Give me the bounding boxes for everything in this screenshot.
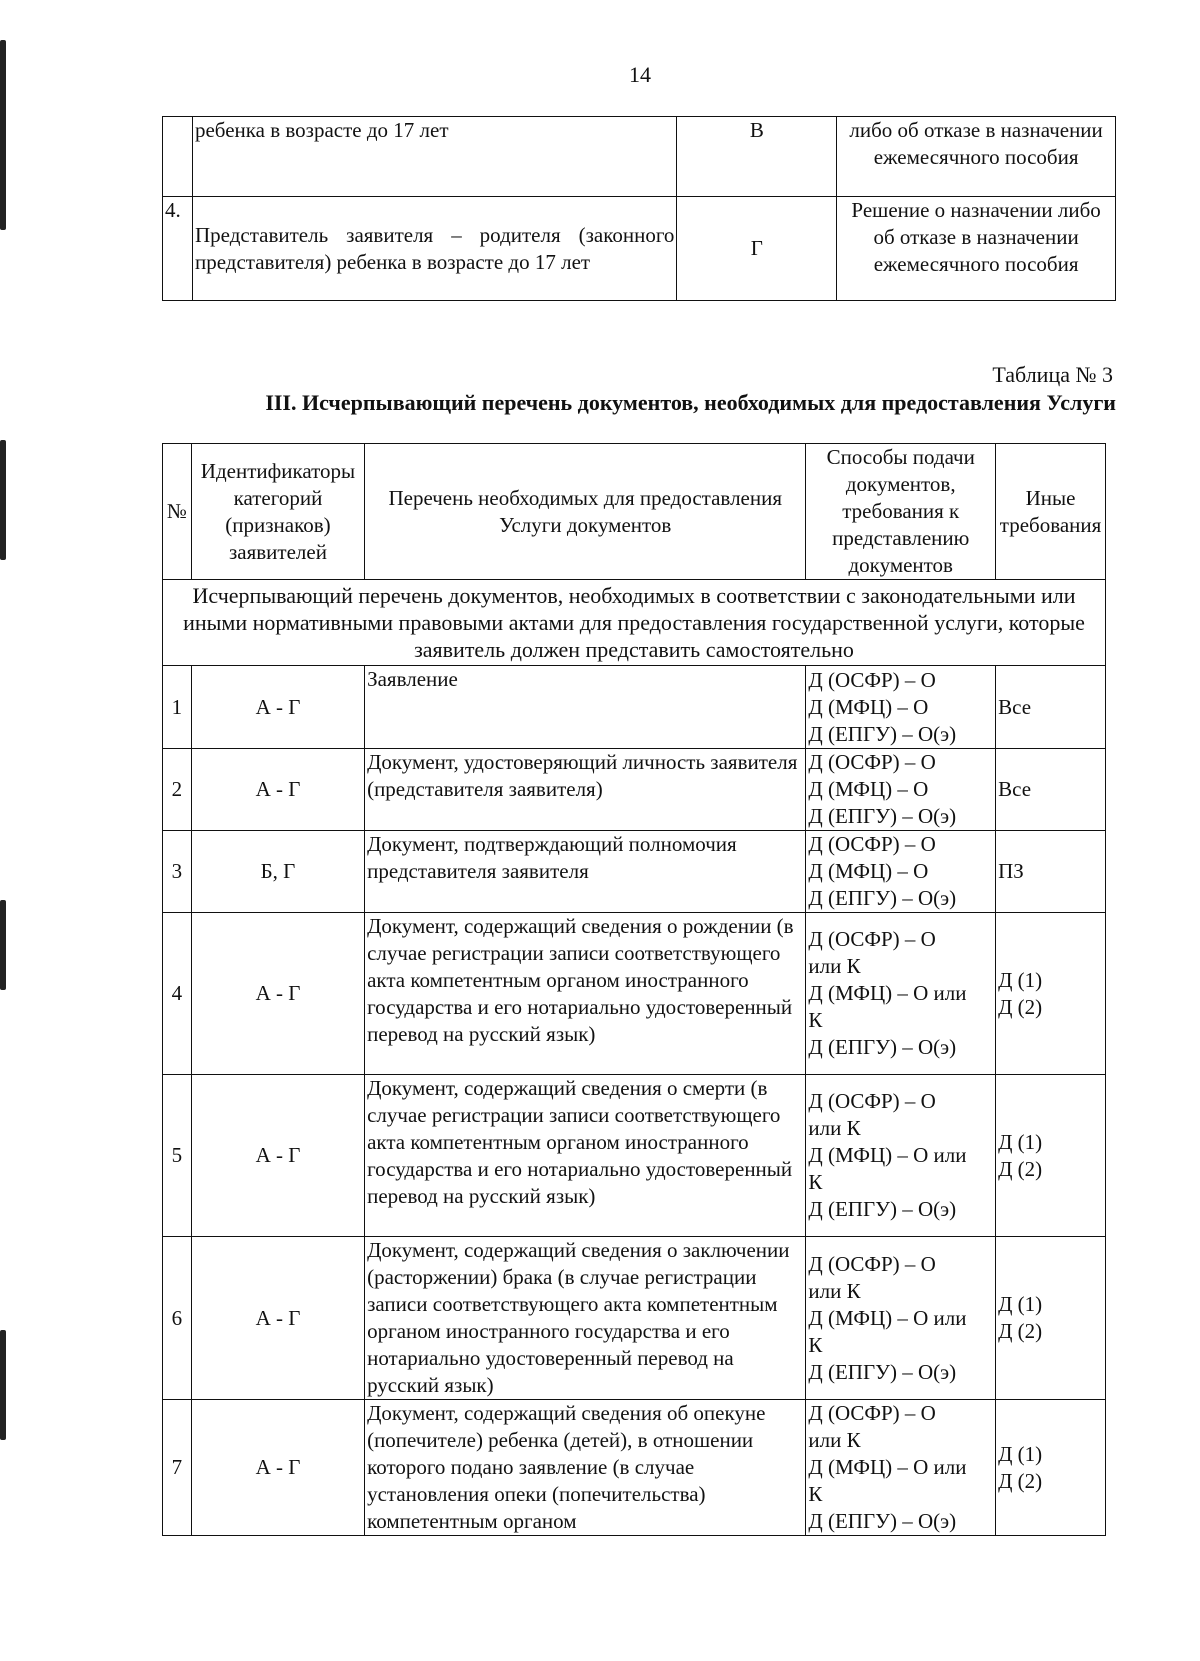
header-other: Иные требования xyxy=(996,444,1106,580)
ident-cell: А - Г xyxy=(191,913,364,1075)
table-row xyxy=(163,666,1106,749)
scan-edge-mark xyxy=(0,900,6,990)
previous-table xyxy=(162,116,1116,301)
way-line: Д (ОСФР) – О xyxy=(808,927,936,951)
other-line: Д (2) xyxy=(998,994,1043,1019)
way-line: Д (ЕПГУ) – О(э) xyxy=(808,886,957,910)
doc-cell: Документ, содержащий сведения о смерти (в случае регистрации записи соответствующего акта компетентным органом иностранного государства и его нотариально удостоверенный перевод на русский язык) xyxy=(365,1075,806,1237)
table-row xyxy=(163,117,1116,197)
way-line: или К xyxy=(808,1116,861,1140)
ident-cell: А - Г xyxy=(191,749,364,831)
ways-cell xyxy=(806,913,996,1075)
ways-cell xyxy=(806,666,996,749)
header-ways: Способы подачи документов, требования к представлению документов xyxy=(806,444,996,580)
way-line: Д (МФЦ) – О xyxy=(808,859,929,883)
row-number: 6 xyxy=(163,1237,192,1400)
ways-cell xyxy=(806,1237,996,1400)
table-row xyxy=(163,1400,1106,1536)
section-title: Исчерпывающий перечень документов, необходимых в соответствии с законодательными или иными нормативными правовыми актами для предоставления государственной услуги, которые заявитель должен представить самостоятельно xyxy=(163,580,1106,666)
doc-cell: Документ, содержащий сведения о рождении (в случае регистрации записи соответствующего акта компетентным органом иностранного государства и его нотариально удостоверенный перевод на русский язык) xyxy=(365,913,806,1075)
result-cell: Решение о назначении либо об отказе в назначении ежемесячного пособия xyxy=(837,197,1116,301)
ident-cell: А - Г xyxy=(191,1237,364,1400)
section-row xyxy=(163,580,1106,666)
table-row xyxy=(163,913,1106,1075)
table-row xyxy=(163,831,1106,913)
doc-cell: Документ, удостоверяющий личность заявителя (представителя заявителя) xyxy=(365,749,806,831)
way-line: К xyxy=(808,1170,823,1194)
result-cell: либо об отказе в назначении ежемесячного пособия xyxy=(837,117,1116,197)
doc-cell: Документ, содержащий сведения о заключении (расторжении) брака (в случае регистрации записи соответствующего акта компетентным органом иностранного государства и его нотариально удостоверенный перевод на русский язык) xyxy=(365,1237,806,1400)
row-number: 5 xyxy=(163,1075,192,1237)
way-line: Д (ОСФР) – О xyxy=(808,1401,936,1425)
row-number xyxy=(163,117,193,197)
way-line: Д (МФЦ) – О или xyxy=(808,1455,967,1479)
scan-edge-mark xyxy=(0,1330,6,1440)
table-row xyxy=(163,1075,1106,1237)
way-line: Д (МФЦ) – О или xyxy=(808,1143,967,1167)
way-line: Д (ЕПГУ) – О(э) xyxy=(808,1035,957,1059)
header-docs: Перечень необходимых для предоставления Услуги документов xyxy=(365,444,806,580)
row-number: 4 xyxy=(163,913,192,1075)
row-number: 4. xyxy=(163,197,193,301)
other-cell xyxy=(996,1237,1106,1400)
header-ident: Идентификаторы категорий (признаков) заявителей xyxy=(191,444,364,580)
ident-cell: А - Г xyxy=(191,1400,364,1536)
ident-cell: А - Г xyxy=(191,666,364,749)
other-cell xyxy=(996,913,1106,1075)
applicant-cell: Представитель заявителя – родителя (законного представителя) ребенка в возрасте до 17 лет xyxy=(192,197,676,301)
row-number: 7 xyxy=(163,1400,192,1536)
way-line: Д (ЕПГУ) – О(э) xyxy=(808,804,957,828)
ways-cell xyxy=(806,1400,996,1536)
way-line: Д (МФЦ) – О или xyxy=(808,1305,967,1330)
way-line: Д (ОСФР) – О xyxy=(808,1251,936,1276)
other-line: Д (2) xyxy=(998,1468,1043,1493)
doc-cell: Документ, содержащий сведения об опекуне (попечителе) ребенка (детей), в отношении которого подано заявление (в случае установления опеки (попечительства) компетентным органом xyxy=(365,1400,806,1536)
table-row xyxy=(163,749,1106,831)
way-line: или К xyxy=(808,954,861,978)
doc-cell: Документ, подтверждающий полномочия представителя заявителя xyxy=(365,831,806,913)
code-cell: В xyxy=(677,117,837,197)
ident-cell: Б, Г xyxy=(191,831,364,913)
way-line: Д (МФЦ) – О xyxy=(808,777,929,801)
other-line: Д (1) xyxy=(998,1292,1043,1316)
other-line: Д (2) xyxy=(998,1156,1043,1181)
row-number: 2 xyxy=(163,749,192,831)
ways-cell xyxy=(806,749,996,831)
way-line: Д (ОСФР) – О xyxy=(808,1089,936,1113)
ways-cell xyxy=(806,1075,996,1237)
way-line: К xyxy=(808,1008,823,1032)
other-line: Д (1) xyxy=(998,967,1043,992)
way-line: или К xyxy=(808,1278,861,1303)
way-line: Д (МФЦ) – О xyxy=(808,694,929,719)
other-line: ПЗ xyxy=(998,859,1024,883)
scan-edge-mark xyxy=(0,440,6,560)
other-cell xyxy=(996,1400,1106,1536)
way-line: или К xyxy=(808,1428,861,1452)
other-line: Д (1) xyxy=(998,1441,1043,1466)
applicant-cell: ребенка в возрасте до 17 лет xyxy=(192,117,676,197)
other-cell xyxy=(996,666,1106,749)
row-number: 1 xyxy=(163,666,192,749)
documents-table xyxy=(162,443,1106,1536)
way-line: К xyxy=(808,1332,823,1357)
table-caption: Таблица № 3 xyxy=(992,362,1113,387)
header-row xyxy=(163,444,1106,580)
other-cell xyxy=(996,831,1106,913)
table-row xyxy=(163,1237,1106,1400)
way-line: Д (МФЦ) – О или xyxy=(808,981,967,1005)
page-number: 14 xyxy=(629,62,651,87)
ident-cell: А - Г xyxy=(191,1075,364,1237)
way-line: Д (ЕПГУ) – О(э) xyxy=(808,1509,957,1533)
other-line: Д (2) xyxy=(998,1319,1043,1343)
other-line: Все xyxy=(998,777,1032,801)
other-line: Все xyxy=(998,694,1032,719)
other-line: Д (1) xyxy=(998,1129,1043,1154)
way-line: Д (ОСФР) – О xyxy=(808,832,936,856)
section-heading: III. Исчерпывающий перечень документов, необходимых для предоставления Услуги xyxy=(265,390,1116,415)
table-row xyxy=(163,197,1116,301)
way-line: Д (ЕПГУ) – О(э) xyxy=(808,721,957,746)
way-line: Д (ОСФР) – О xyxy=(808,750,936,774)
way-line: Д (ЕПГУ) – О(э) xyxy=(808,1359,957,1384)
way-line: Д (ЕПГУ) – О(э) xyxy=(808,1197,957,1221)
doc-cell: Заявление xyxy=(365,666,806,749)
header-num: № xyxy=(163,444,192,580)
way-line: К xyxy=(808,1482,823,1506)
way-line: Д (ОСФР) – О xyxy=(808,667,936,692)
row-number: 3 xyxy=(163,831,192,913)
code-cell: Г xyxy=(677,197,837,301)
ways-cell xyxy=(806,831,996,913)
other-cell xyxy=(996,1075,1106,1237)
other-cell xyxy=(996,749,1106,831)
